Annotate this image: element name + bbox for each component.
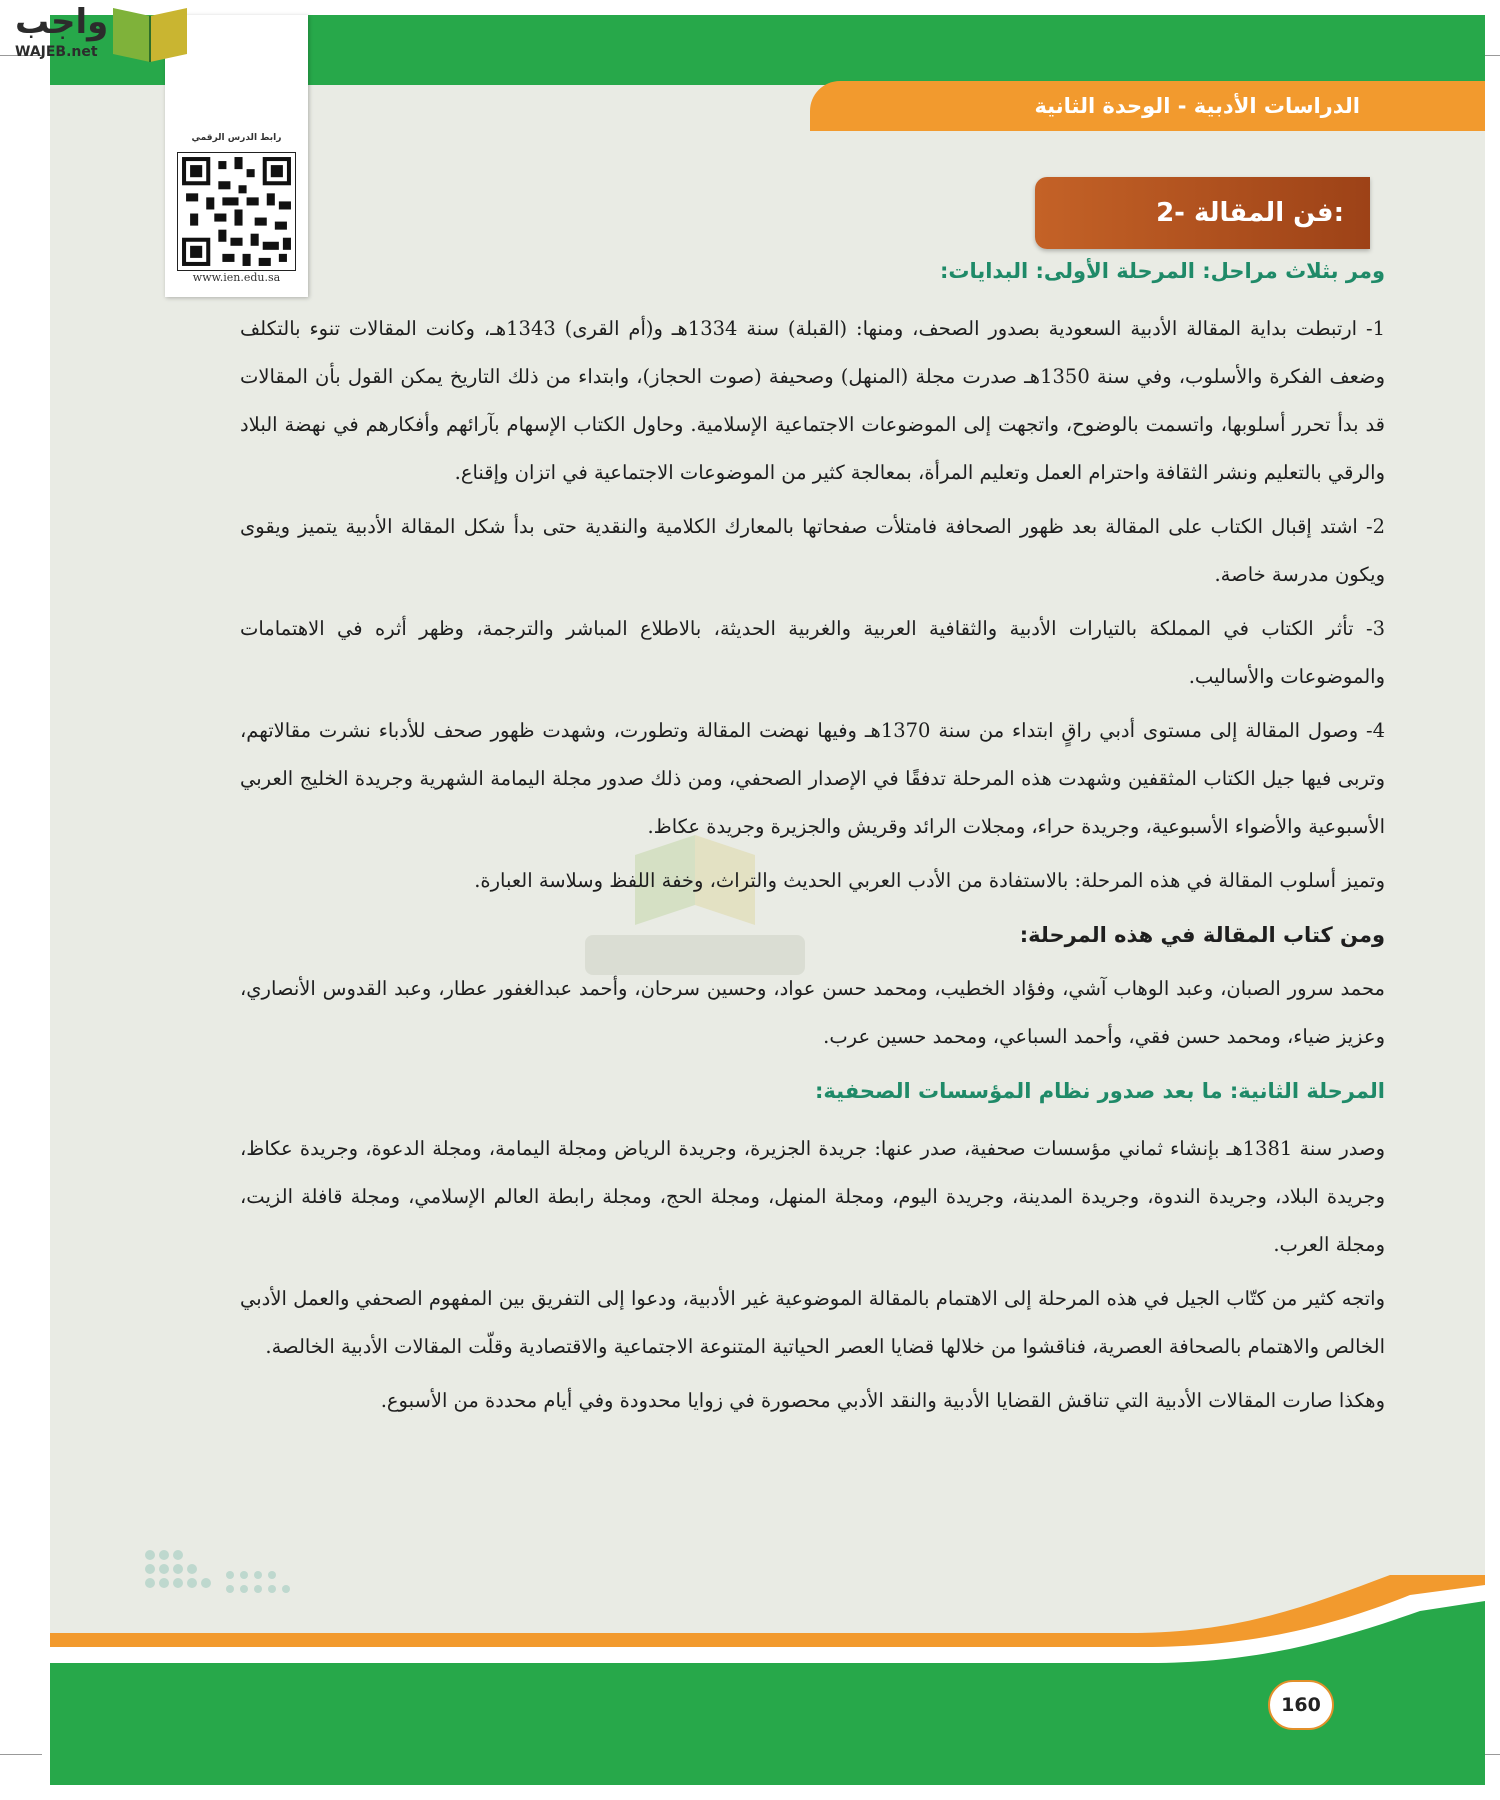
qr-title: رابط الدرس الرقمي [191, 133, 282, 143]
stage1-style-paragraph: وتميز أسلوب المقالة في هذه المرحلة: بالاستفادة من الأدب العربي الحديث والتراث، وخفة اللفظ وسلاسة العبارة. [474, 869, 1385, 892]
section-title: 2- فن المقالة: [1156, 198, 1344, 228]
lesson-content [240, 247, 1385, 1431]
stage1-paragraph-1: 1- ارتبطت بداية المقالة الأدبية السعودية بصدور الصحف، ومنها: (القبلة) سنة 1334هـ و(أم القرى) 1343هـ، وكانت المقالات تنوء بالتكلف وضعف الفكرة والأسلوب، وفي سنة 1350هـ صدرت مجلة (المنهل) وصحيفة (صوت الحجاز)، وابتداء من ذلك التاريخ يمكن القول بأن المقالات قد بدأ تحرر أسلوبها، واتسمت بالوضوح، واتجهت إلى الموضوعات الاجتماعية الإسلامية. وحاول الكتاب الإسهام بآرائهم وأفكارهم في نهضة البلاد والرقي بالتعليم ونشر الثقافة واحترام العمل وتعليم المرأة، بمعالجة كثير من الموضوعات الاجتماعية في اتزان وإقناع. [240, 317, 1386, 484]
unit-header [810, 81, 1485, 131]
stage2-paragraph-3: وهكذا صارت المقالات الأدبية التي تناقش القضايا الأدبية والنقد الأدبي محصورة في زوايا محدودة وفي أيام محددة من الأسبوع. [380, 1389, 1385, 1412]
stage2-heading: المرحلة الثانية: ما بعد صدور نظام المؤسسات الصحفية: [815, 1079, 1385, 1103]
stage1-paragraph-4: 4- وصول المقالة إلى مستوى أدبي راقٍ ابتداء من سنة 1370هـ وفيها نهضت المقالة وتطورت، وشهدت ظهور صحف للأدباء نشرت مقالاتهم، وتربى فيها جيل الكتاب المثقفين وشهدت هذه المرحلة تدفقًا في الإصدار الصحفي، ومن ذلك صدور مجلة اليمامة الشهرية وجريدة الخليج العربي الأسبوعية والأضواء الأسبوعية، وجريدة حراء، ومجلات الرائد وقريش والجزيرة وجريدة عكاظ. [240, 719, 1385, 838]
writers-list: محمد سرور الصبان، وعبد الوهاب آشي، وفؤاد الخطيب، ومحمد حسن عواد، وحسين سرحان، وأحمد عبدالغفور عطار، وعبد القدوس الأنصاري، وعزيز ضياء، ومحمد حسن فقي، وأحمد السباعي، ومحمد حسين عرب. [240, 977, 1385, 1048]
wajeb-logo[interactable] [5, 2, 190, 64]
stage2-paragraph-2: واتجه كثير من كتّاب الجيل في هذه المرحلة إلى الاهتمام بالمقالة الموضوعية غير الأدبية، ودعوا إلى التفريق بين المفهوم الصحفي والعمل الأدبي الخالص والاهتمام بالصحافة العصرية، فناقشوا من خلالها قضايا العصر الحياتية المتنوعة الاجتماعية والاقتصادية وقلّت المقالات الأدبية الخالصة. [240, 1287, 1385, 1358]
section-title-banner [1035, 177, 1370, 249]
page-number: 160 [1268, 1680, 1334, 1730]
stage2-paragraph-1: وصدر سنة 1381هـ بإنشاء ثماني مؤسسات صحفية، صدر عنها: جريدة الجزيرة، وجريدة الرياض ومجلة اليمامة، ومجلة الدعوة، وجريدة عكاظ، وجريدة البلاد، وجريدة الندوة، وجريدة المدينة، وجريدة اليوم، ومجلة المنهل، ومجلة الحج، ومجلة رابطة العالم الإسلامي، ومجلة قافلة الزيت، ومجلة العرب. [240, 1137, 1385, 1256]
stage1-paragraph-2: 2- اشتد إقبال الكتاب على المقالة بعد ظهور الصحافة فامتلأت صفحاتها بالمعارك الكلامية والنقدية حتى بدأ شكل المقالة الأدبية يتميز ويقوى ويكون مدرسة خاصة. [240, 515, 1385, 586]
logo-latin: WAJEB.net [15, 44, 98, 60]
book-icon [107, 6, 193, 64]
unit-title: الدراسات الأدبية - الوحدة الثانية [1034, 94, 1360, 118]
footer-wave [50, 1575, 1485, 1785]
stage1-heading: ومر بثلاث مراحل: المرحلة الأولى: البدايات: [939, 259, 1385, 283]
writers-heading: ومن كتاب المقالة في هذه المرحلة: [1019, 923, 1385, 947]
qr-url[interactable]: www.ien.edu.sa [192, 271, 281, 284]
qr-code-icon[interactable] [177, 152, 296, 271]
crop-mark [0, 1754, 42, 1755]
logo-arabic: واجب [15, 2, 109, 42]
stage1-paragraph-3: 3- تأثر الكتاب في المملكة بالتيارات الأدبية والثقافية العربية والغربية الحديثة، بالاطلاع المباشر والترجمة، وظهر أثره في الاهتمامات والموضوعات والأساليب. [240, 617, 1385, 688]
